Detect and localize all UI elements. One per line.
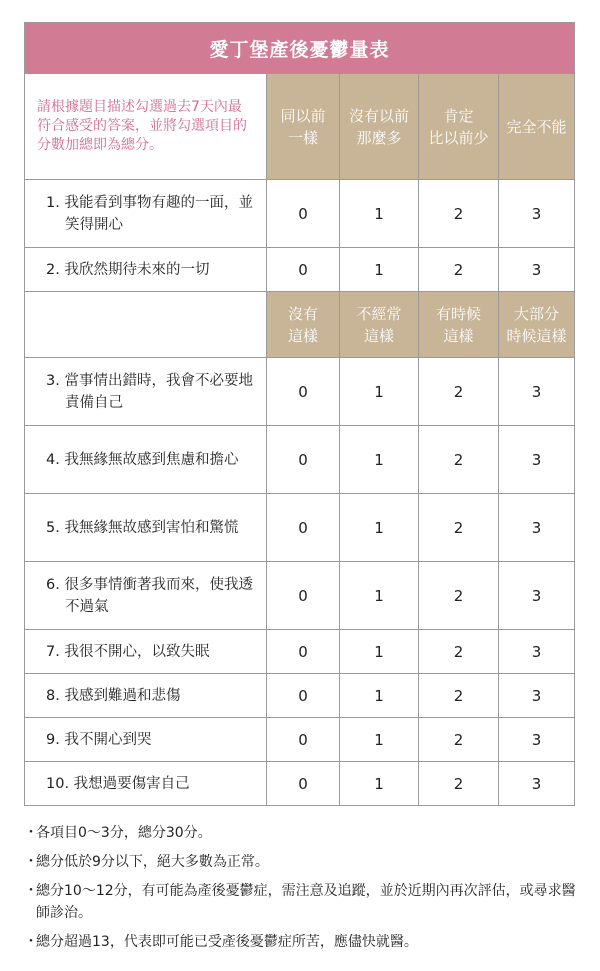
score-option[interactable]: 0 [267, 674, 340, 718]
header-label: 沒有以前 那麼多 [348, 106, 409, 147]
instruction-text: 請根據題目描述勾選過去7天內最符合感受的答案，並將勾選項目的分數加總即為總分。 [25, 74, 267, 180]
score-option[interactable]: 1 [340, 562, 419, 630]
header-label: 有時候 這樣 [435, 304, 481, 345]
header-b-0 [267, 292, 340, 358]
question-text: 我無緣無故感到焦慮和擔心 [64, 451, 239, 468]
question-row [25, 762, 575, 806]
note-item [24, 880, 580, 924]
question-number: 6. [46, 576, 60, 593]
score-option[interactable]: 1 [340, 494, 419, 562]
question-number: 9. [46, 731, 60, 748]
header-b-1 [340, 292, 419, 358]
header-b-3 [499, 292, 575, 358]
question-cell [25, 674, 267, 718]
bullet-mark: ・ [24, 883, 38, 899]
score-option[interactable]: 3 [499, 674, 575, 718]
score-option[interactable]: 0 [267, 562, 340, 630]
score-option[interactable]: 3 [499, 762, 575, 806]
note-text: 總分低於9分以下，絕大多數為正常。 [36, 854, 269, 870]
header-label: 同以前 一樣 [280, 106, 326, 147]
header-blank-cell [25, 292, 267, 358]
bullet-mark: ・ [24, 825, 38, 841]
question-cell [25, 248, 267, 292]
header-label: 沒有 這樣 [287, 304, 318, 345]
score-option[interactable]: 0 [267, 426, 340, 494]
note-text: 總分10～12分，有可能為產後憂鬱症，需注意及追蹤，並於近期內再次評估，或尋求醫師診治。 [36, 883, 576, 921]
question-row [25, 718, 575, 762]
question-text: 我不開心到哭 [64, 731, 152, 748]
header-row-a [25, 74, 575, 180]
header-row-b [25, 292, 575, 358]
question-row [25, 248, 575, 292]
score-option[interactable]: 2 [419, 358, 499, 426]
question-cell [25, 426, 267, 494]
epds-table [24, 22, 575, 806]
note-text: 各項目0～3分，總分30分。 [36, 825, 212, 841]
question-text-block [35, 449, 256, 471]
question-text-block [35, 259, 256, 281]
note-item [24, 931, 580, 953]
question-row [25, 358, 575, 426]
question-cell [25, 718, 267, 762]
note-text: 總分超過13，代表即可能已受產後憂鬱症所苦，應儘快就醫。 [36, 934, 418, 950]
question-text-block [35, 192, 256, 236]
score-option[interactable]: 1 [340, 630, 419, 674]
score-option[interactable]: 0 [267, 180, 340, 248]
scoring-notes [24, 822, 580, 960]
question-text: 很多事情衝著我而來，使我透不過氣 [64, 576, 253, 615]
header-label: 完全不能 [506, 117, 567, 136]
question-cell [25, 562, 267, 630]
question-number: 3. [46, 372, 60, 389]
question-row [25, 674, 575, 718]
score-option[interactable]: 0 [267, 358, 340, 426]
question-number: 10. [46, 775, 70, 792]
question-number: 8. [46, 687, 60, 704]
score-option[interactable]: 3 [499, 494, 575, 562]
score-option[interactable]: 0 [267, 718, 340, 762]
score-option[interactable]: 3 [499, 180, 575, 248]
question-row [25, 630, 575, 674]
question-number: 4. [46, 451, 60, 468]
question-number: 5. [46, 519, 60, 536]
question-text-block [35, 641, 256, 663]
score-option[interactable]: 1 [340, 358, 419, 426]
question-text-block [35, 517, 256, 539]
score-option[interactable]: 3 [499, 358, 575, 426]
question-text-block [35, 685, 256, 707]
header-label: 肯定 比以前少 [428, 106, 489, 147]
question-text: 我感到難過和悲傷 [64, 687, 181, 704]
question-row [25, 494, 575, 562]
score-option[interactable]: 3 [499, 630, 575, 674]
question-text: 我欣然期待未來的一切 [64, 261, 210, 278]
score-option[interactable]: 0 [267, 494, 340, 562]
header-a-1 [340, 74, 419, 180]
question-cell [25, 494, 267, 562]
question-cell [25, 358, 267, 426]
header-a-3 [499, 74, 575, 180]
question-text-block [35, 574, 256, 618]
header-a-0 [267, 74, 340, 180]
question-row [25, 180, 575, 248]
score-option[interactable]: 2 [419, 248, 499, 292]
score-option[interactable]: 0 [267, 248, 340, 292]
score-option[interactable]: 2 [419, 630, 499, 674]
question-text: 我很不開心，以致失眠 [64, 643, 210, 660]
score-option[interactable]: 1 [340, 248, 419, 292]
question-number: 2. [46, 261, 60, 278]
score-option[interactable]: 0 [267, 630, 340, 674]
score-option[interactable]: 1 [340, 718, 419, 762]
bullet-mark: ・ [24, 854, 38, 870]
score-option[interactable]: 1 [340, 762, 419, 806]
score-option[interactable]: 2 [419, 180, 499, 248]
score-option[interactable]: 0 [267, 762, 340, 806]
score-option[interactable]: 1 [340, 426, 419, 494]
question-number: 1. [46, 194, 60, 211]
bullet-mark: ・ [24, 934, 38, 950]
score-option[interactable]: 2 [419, 674, 499, 718]
header-b-2 [419, 292, 499, 358]
note-item [24, 822, 580, 844]
score-option[interactable]: 2 [419, 718, 499, 762]
header-a-2 [419, 74, 499, 180]
question-text-block [35, 773, 256, 795]
score-option[interactable]: 2 [419, 426, 499, 494]
question-cell [25, 180, 267, 248]
note-item [24, 851, 580, 873]
score-option[interactable]: 2 [419, 762, 499, 806]
question-text: 我想過要傷害自己 [73, 775, 190, 792]
question-cell [25, 630, 267, 674]
score-option[interactable]: 3 [499, 426, 575, 494]
question-number: 7. [46, 643, 60, 660]
header-label: 大部分 時候這樣 [506, 304, 567, 345]
score-option[interactable]: 2 [419, 494, 499, 562]
score-option[interactable]: 1 [340, 180, 419, 248]
score-option[interactable]: 1 [340, 674, 419, 718]
question-text-block [35, 370, 256, 414]
table-title: 愛丁堡產後憂鬱量表 [25, 23, 575, 74]
question-text: 當事情出錯時，我會不必要地責備自己 [64, 372, 253, 411]
question-text: 我能看到事物有趣的一面，並笑得開心 [64, 194, 253, 233]
question-text-block [35, 729, 256, 751]
question-row [25, 562, 575, 630]
question-group-b [25, 358, 575, 806]
scale-container [24, 22, 574, 806]
question-row [25, 426, 575, 494]
question-text: 我無緣無故感到害怕和驚慌 [64, 519, 239, 536]
score-option[interactable]: 2 [419, 562, 499, 630]
score-option[interactable]: 3 [499, 562, 575, 630]
header-label: 不經常 這樣 [356, 304, 402, 345]
score-option[interactable]: 3 [499, 718, 575, 762]
question-group-a [25, 180, 575, 292]
question-cell [25, 762, 267, 806]
title-row [25, 23, 575, 74]
score-option[interactable]: 3 [499, 248, 575, 292]
